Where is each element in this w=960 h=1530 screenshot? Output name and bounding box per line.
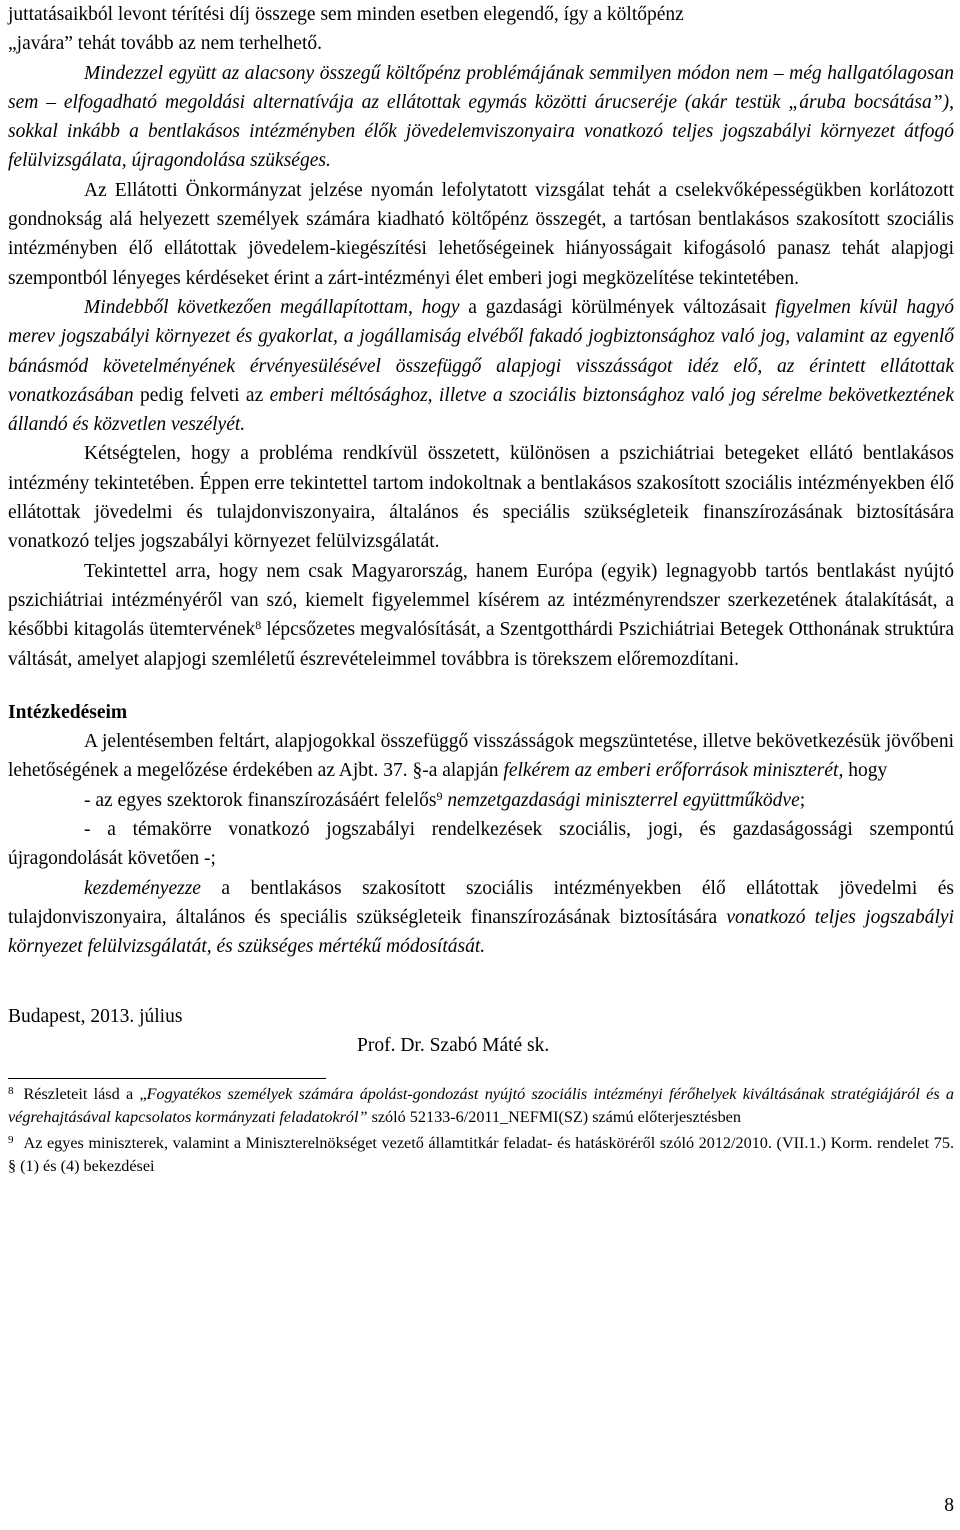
measures-intro-plain-1: A jelentésemben feltárt, alapjogokkal összefüggő visszásságok megszüntetése, illetve bekövetkezésük jövőbeni lehetőségének a megelőzése érdekében az Ajbt. 37. §-a alapján: [8, 731, 954, 782]
measures-intro: [8, 727, 954, 786]
restructuring-text-before: Tekintettel arra, hogy nem csak Magyarország, hanem Európa (egyik) legnagyobb tartós bentlakást nyújtó pszichiátriai intézményéről van szó, kiemelt figyelemmel kísérem az intézményrendszer szerkezetének átalakítását, a későbbi kitagolás ütemtervének: [8, 560, 954, 641]
paragraph-findings: [8, 293, 954, 439]
paragraph-investigation: Az Ellátotti Önkormányzat jelzése nyomán lefolytatott vizsgálat tehát a cselekvőképességükben korlátozott gondnokság alá helyezett személyek számára kiadható költőpénz összegét, a tartósan bentlakásos szakosított szociális intézményben élő ellátottak jövedelem-kiegészítési lehetőségeinek hiányosságait kifogásoló panasz tehát alapjogi szempontból lényeges kérdéseket érint a zárt-intézményi élet emberi jogi megközelítése tekintetében.: [8, 179, 954, 289]
findings-italic-1: Mindebből következően megállapítottam, hogy: [84, 296, 460, 318]
findings-plain-2: pedig felveti az: [133, 384, 270, 406]
paragraph-continuation-line-2: „javára” tehát tovább az nem terhelhető.: [8, 33, 322, 55]
restructuring-text-after: lépcsőzetes megvalósítását, a Szentgotthárdi Pszichiátriai Betegek Otthonának struktúra váltását, amelyet alapjogi szemléletű észrevételeimmel továbbra is törekszem előremozdítani.: [8, 619, 954, 670]
footnote-divider: [8, 1078, 326, 1079]
footnote-9: [8, 1132, 954, 1177]
paragraph-continuation-line-1: juttatásaikból levont térítési díj összege sem minden esetben elegendő, így a költőpénz: [8, 4, 684, 25]
measures-intro-italic: felkérem az emberi erőforrások miniszterét,: [503, 760, 844, 782]
measure-item-cooperation-plain: - az egyes szektorok finanszírozásáért felelős: [84, 789, 437, 811]
paragraph-complexity: Kétségtelen, hogy a probléma rendkívül összetett, különösen a pszichiátriai betegeket ellátó bentlakásos intézmény tekintetében. Éppen erre tekintettel tartom indokoltnak a bentlakásos szakosított szociális intézményekben élő ellátottak jövedelmi és tulajdonviszonyaira, általános és speciális szükségleteik finanszírozásának biztosítására vonatkozó teljes jogszabályi környezet felülvizsgálatát.: [8, 443, 954, 553]
measure-item-initiate: [8, 874, 954, 962]
measure-item-cooperation: [8, 786, 954, 815]
measures-intro-plain-2: hogy: [843, 760, 888, 782]
findings-plain-1: a gazdasági körülmények változásait: [459, 296, 776, 318]
section-heading: Intézkedéseim: [8, 701, 128, 723]
footnote-9-number: 9: [8, 1134, 14, 1147]
footnote-9-text: Az egyes miniszterek, valamint a Miniszterelnökséget vezető államtitkár feladat- és hatásköréről szóló 2012/2010. (VII.1.) Korm. rendelet 75. § (1) és (4) bekezdései: [8, 1134, 954, 1175]
footnote-8-italic: Fogyatékos személyek számára ápolást-gondozást nyújtó szociális intézményi férőhelyek kiváltásának stratégiájáról és a végrehajtásával kapcsolatos kormányzati feladatokról”: [8, 1085, 954, 1126]
document-page: [8, 0, 954, 1177]
signature: Prof. Dr. Szabó Máté sk.: [357, 1034, 550, 1056]
measure-initiate-italic-2: vonatkozó teljes jogszabályi környezet felülvizsgálatát, és szükséges mértékű módosítását.: [8, 906, 954, 958]
footnote-8-plain-2: szóló 52133-6/2011_NEFMI(SZ) számú előterjesztésben: [367, 1107, 741, 1126]
footnote-8-number: 8: [8, 1085, 14, 1098]
measure-initiate-italic-1: kezdeményezze: [84, 877, 201, 899]
measure-item-review: - a témakörre vonatkozó jogszabályi rendelkezések szociális, jogi, és gazdaságossági szempontú újragondolását követően -;: [8, 819, 954, 870]
paragraph-continuation: [8, 0, 954, 59]
footnote-8: [8, 1083, 954, 1128]
findings-italic-3: emberi méltósághoz, illetve a szociális biztonsághoz való jog sérelme bekövetkeztének állandó és közvetlen veszélyét.: [8, 384, 954, 436]
page-number: 8: [944, 1495, 954, 1516]
place-and-date: Budapest, 2013. július: [8, 1005, 183, 1027]
paragraph-restructuring: [8, 557, 954, 674]
findings-italic-2: figyelmen kívül hagyó merev jogszabályi környezet és gyakorlat, a jogállamiság elvéből fakadó jogbiztonsághoz való jog, valamint az egyenlő bánásmód követelményének érvényesülésével összefüggő alapjogi visszásságot idéz elő, az érintett ellátottak vonatkozásában: [8, 296, 954, 406]
footnote-8-plain-1: Részleteit lásd a „: [23, 1085, 147, 1104]
footnote-ref-8[interactable]: 8: [255, 618, 262, 633]
paragraph-italic-text: Mindezzel együtt az alacsony összegű költőpénz problémájának semmilyen módon nem – még hallgatólagosan sem – elfogadható megoldási alternatívája az ellátottak egymás közötti árucseréje (akár testük „áruba bocsátása”), sokkal inkább a bentlakásos intézményben élők jövedelemviszonyaira vonatkozó teljes jogszabályi környezet átfogó felülvizsgálata, újragondolása szükséges.: [8, 62, 954, 172]
measure-item-cooperation-italic: nemzetgazdasági miniszterrel együttműködve: [442, 789, 800, 811]
paragraph-italic-alternative: [8, 59, 954, 176]
footnote-ref-9[interactable]: 9: [436, 788, 443, 803]
measure-initiate-plain: a bentlakásos szakosított szociális intézményekben élő ellátottak jövedelmi és tulajdonviszonyaira, általános és speciális szükségleteik finanszírozásának biztosítására: [8, 877, 954, 928]
measure-item-cooperation-end: ;: [799, 789, 806, 811]
